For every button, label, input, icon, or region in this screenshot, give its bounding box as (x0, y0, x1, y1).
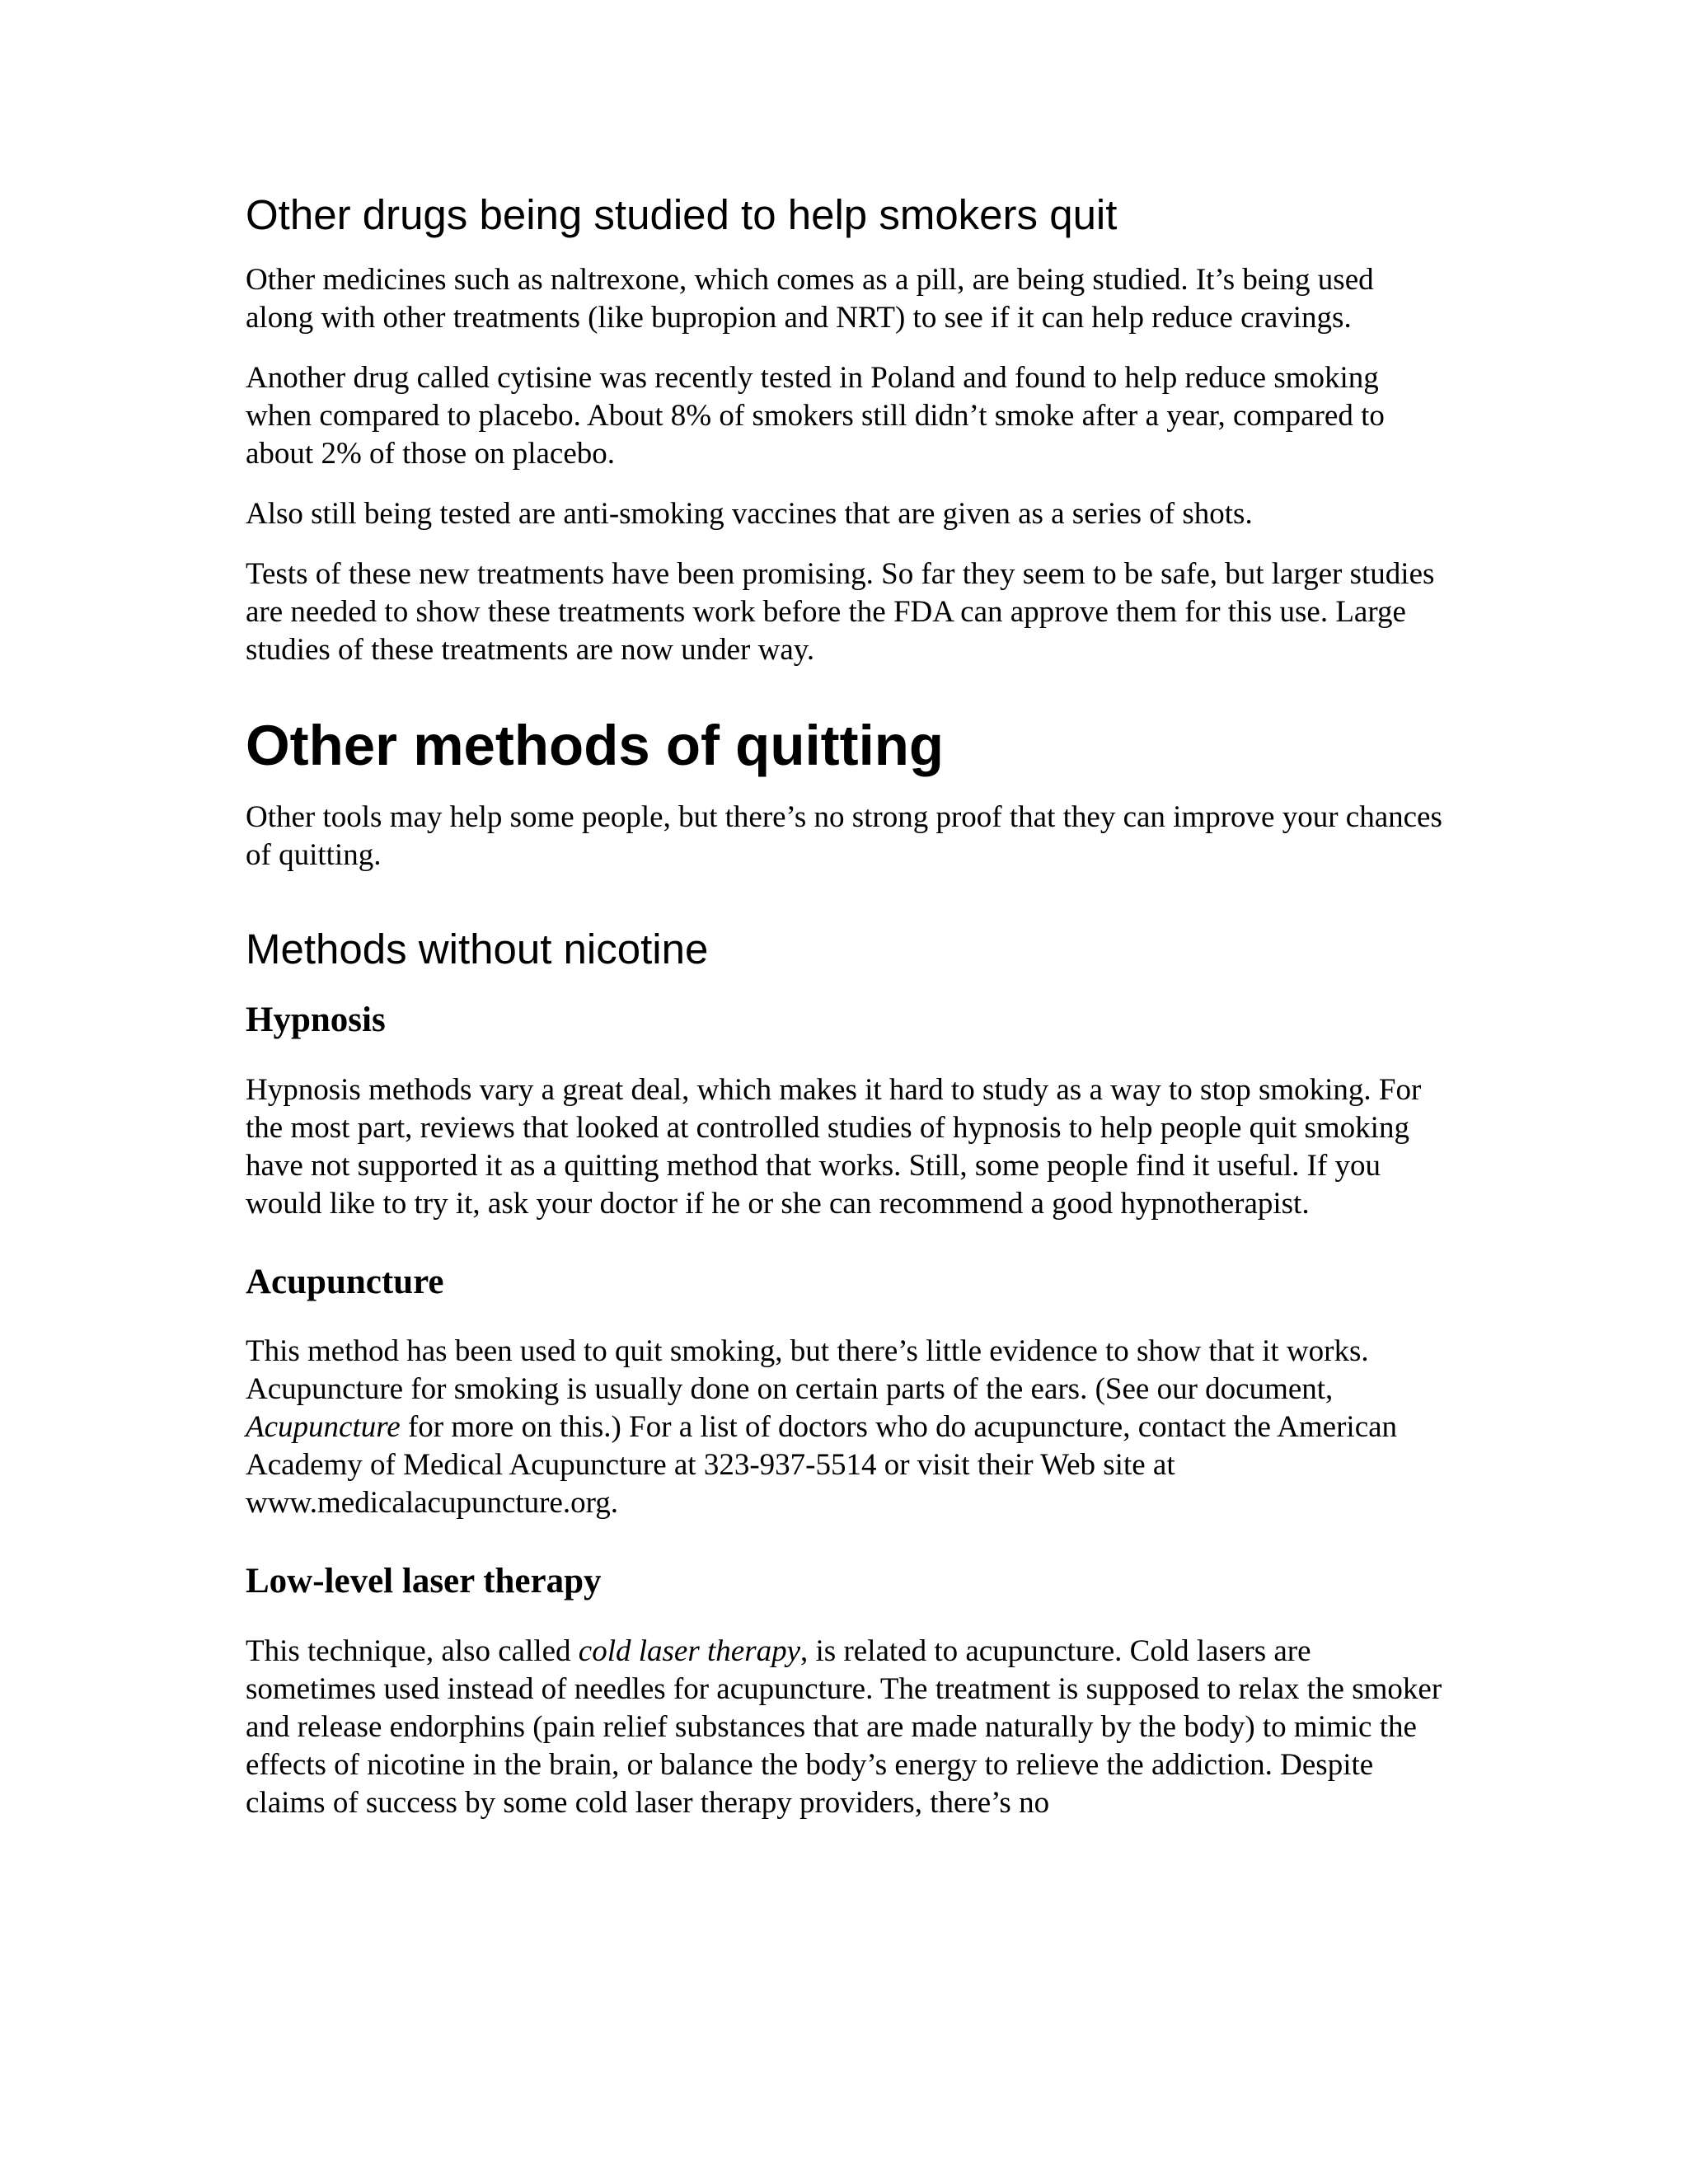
paragraph-tests: Tests of these new treatments have been promising. So far they seem to be safe, but larger studies are needed to show these treatments work before the FDA can approve them for this use. Large studies of these treatments are now under way. (246, 557, 1435, 668)
laser-text-end: , is related to acupuncture. Cold lasers are sometimes used instead of needles for acupuncture. The treatment is supposed to relax the smoker and release endorphins (pain relief substances that are made naturally by the body) to mimic the effects of nicotine in the brain, or balance the body’s energy to relieve the addiction. Despite claims of success by some cold laser therapy providers, there’s no (246, 1633, 1442, 1820)
paragraph-laser-therapy (246, 1633, 1449, 1822)
acupuncture-text-start: This method has been used to quit smoking, but there’s little evidence to show that it works. Acupuncture for smoking is usually done on certain parts of the ears. (See our document, (246, 1334, 1369, 1407)
paragraph-acupuncture (246, 1333, 1449, 1522)
subheading-methods-without-nicotine: Methods without nicotine (246, 925, 709, 972)
paragraph-hypnosis: Hypnosis methods vary a great deal, which makes it hard to study as a way to stop smoking. For the most part, reviews that looked at controlled studies of hypnosis to help people quit smoking have not supported it as a quitting method that works. Still, some people find it useful. If you would like to try it, ask your doctor if he or she can recommend a good hypnotherapist. (246, 1072, 1422, 1221)
heading-acupuncture: Acupuncture (246, 1262, 444, 1301)
section-heading-other-drugs: Other drugs being studied to help smokers quit (246, 191, 1118, 238)
acupuncture-document-title: Acupuncture (246, 1410, 401, 1445)
paragraph-naltrexone: Other medicines such as naltrexone, which comes as a pill, are being studied. It’s being used along with other treatments (like bupropion and NRT) to see if it can help reduce cravings. (246, 263, 1374, 335)
main-heading-other-methods: Other methods of quitting (246, 714, 945, 778)
document-page (246, 190, 1449, 1844)
acupuncture-text-end: for more on this.) For a list of doctors who do acupuncture, contact the American Academy of Medical Acupuncture at 323-937-5514 or visit their Web site at www.medicalacupuncture.org. (246, 1410, 1398, 1521)
paragraph-methods-intro: Other tools may help some people, but there’s no strong proof that they can improve your chances of quitting. (246, 799, 1442, 872)
heading-hypnosis: Hypnosis (246, 1001, 386, 1040)
paragraph-cytisine: Another drug called cytisine was recently tested in Poland and found to help reduce smoking when compared to placebo. About 8% of smokers still didn’t smoke after a year, compared to about 2% of those on placebo. (246, 361, 1385, 471)
heading-low-level-laser-therapy: Low-level laser therapy (246, 1562, 602, 1601)
laser-text-start: This technique, also called (246, 1633, 579, 1668)
paragraph-vaccines: Also still being tested are anti-smoking vaccines that are given as a series of shots. (246, 497, 1253, 532)
laser-italic-term: cold laser therapy (578, 1633, 801, 1668)
